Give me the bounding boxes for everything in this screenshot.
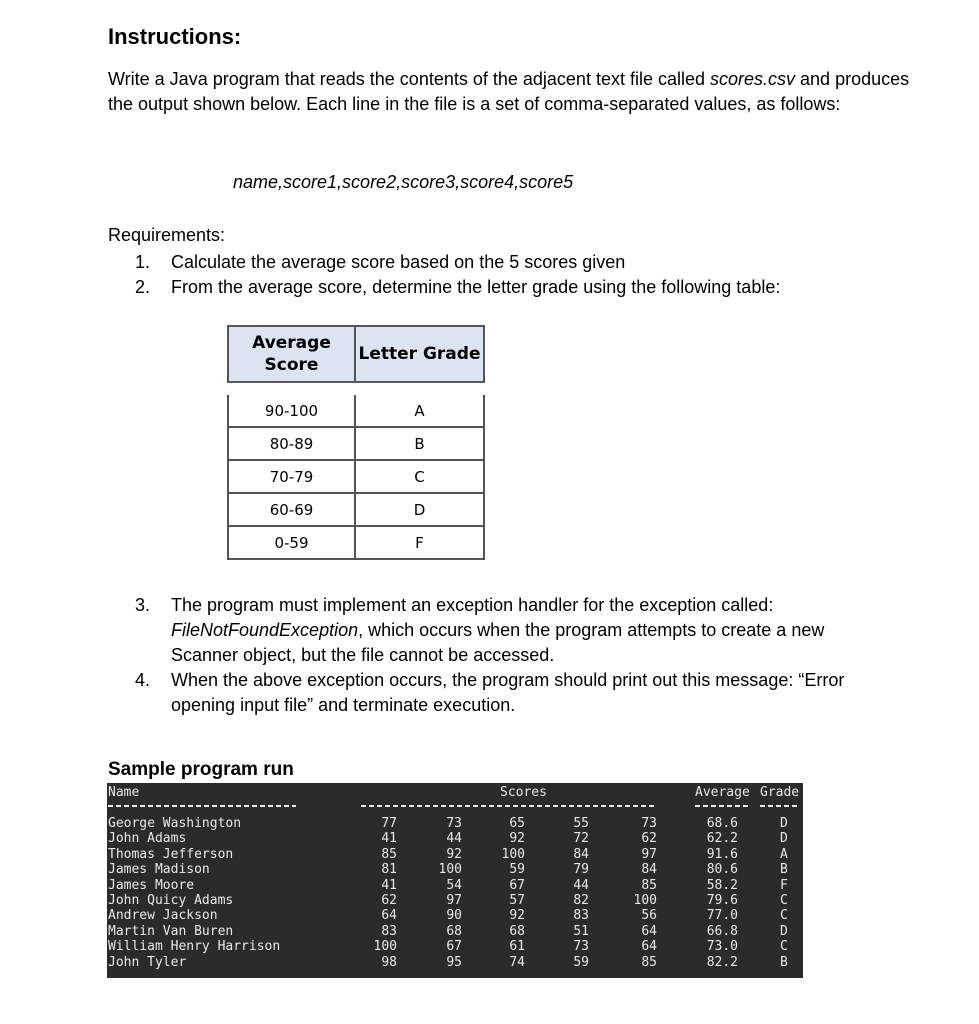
student-score: 55 — [573, 816, 589, 831]
student-score: 41 — [381, 831, 397, 847]
student-score: 85 — [381, 846, 397, 862]
student-score: 59 — [573, 954, 589, 970]
student-average: 62.2 — [706, 831, 738, 847]
intro-paragraph — [108, 67, 928, 117]
requirement-number: 3. — [135, 595, 151, 615]
grade-table-header-letter: Letter Grade — [355, 326, 484, 382]
console-header-scores: Scores — [500, 785, 547, 800]
student-score: 82 — [573, 892, 589, 908]
console-divider — [695, 805, 748, 807]
student-score: 68 — [509, 923, 525, 939]
requirement-text-start: The program must implement an exception handler for the exception called: — [171, 595, 774, 615]
console-row — [107, 847, 803, 862]
requirement-item — [135, 668, 895, 718]
student-score: 62 — [381, 892, 397, 908]
console-row — [107, 862, 803, 877]
console-row — [107, 878, 803, 893]
console-divider — [760, 805, 800, 807]
student-average: 73.0 — [706, 939, 738, 955]
letter-grade-cell: B — [355, 427, 484, 460]
student-grade: D — [780, 816, 788, 831]
console-row — [107, 955, 803, 970]
requirement-item — [135, 250, 915, 275]
grade-table-row — [228, 427, 484, 460]
console-row — [107, 893, 803, 908]
student-average: 58.2 — [706, 877, 738, 893]
student-score: 97 — [446, 892, 462, 908]
student-grade: C — [780, 939, 788, 955]
requirement-text: From the average score, determine the letter grade using the following table: — [171, 277, 781, 297]
student-name: George Washington — [108, 816, 242, 831]
student-score: 84 — [573, 846, 589, 862]
console-row — [107, 924, 803, 939]
student-name: John Adams — [108, 831, 187, 847]
grade-table-row — [228, 395, 484, 427]
student-score: 56 — [641, 908, 657, 924]
student-score: 73 — [573, 939, 589, 955]
student-score: 100 — [373, 939, 397, 955]
score-range-cell: 60-69 — [228, 493, 355, 526]
requirements-list — [135, 250, 915, 300]
requirement-number: 2. — [135, 277, 151, 297]
student-name: John Quicy Adams — [108, 892, 234, 908]
letter-grade-cell: A — [355, 395, 484, 427]
requirements-label: Requirements: — [108, 225, 226, 245]
requirement-text-end: , which occurs when the program attempts to create a new Scanner object, but the file cannot be accessed. — [171, 620, 825, 665]
csv-format-line: name,score1,score2,score3,score4,score5 — [233, 172, 574, 192]
student-score: 100 — [501, 846, 525, 862]
student-score: 79 — [573, 862, 589, 878]
student-score: 68 — [446, 923, 462, 939]
student-score: 92 — [509, 831, 525, 847]
student-score: 77 — [381, 816, 397, 831]
student-score: 90 — [446, 908, 462, 924]
student-score: 59 — [509, 862, 525, 878]
student-score: 44 — [573, 877, 589, 893]
student-score: 67 — [446, 939, 462, 955]
student-score: 83 — [573, 908, 589, 924]
student-average: 66.8 — [706, 923, 738, 939]
console-row — [107, 816, 803, 831]
filename-text: scores.csv — [710, 69, 796, 89]
intro-text-start: Write a Java program that reads the contents of the adjacent text file called — [108, 69, 710, 89]
requirement-text: Calculate the average score based on the 5 scores given — [171, 252, 626, 272]
student-grade: B — [780, 862, 788, 878]
student-score: 73 — [446, 816, 462, 831]
console-row — [107, 939, 803, 954]
console-rows — [107, 816, 803, 970]
grade-table-row — [228, 460, 484, 493]
student-score: 81 — [381, 862, 397, 878]
student-score: 92 — [446, 846, 462, 862]
student-score: 83 — [381, 923, 397, 939]
student-name: James Madison — [108, 862, 210, 878]
requirement-number: 1. — [135, 252, 151, 272]
exception-name: FileNotFoundException — [171, 620, 359, 640]
requirement-number: 4. — [135, 670, 151, 690]
student-grade: B — [780, 954, 788, 970]
console-row — [107, 908, 803, 923]
student-score: 92 — [509, 908, 525, 924]
student-name: William Henry Harrison — [108, 939, 281, 955]
console-header-grade: Grade — [760, 785, 800, 800]
grade-table-row — [228, 493, 484, 526]
letter-grade-cell: C — [355, 460, 484, 493]
score-range-cell: 80-89 — [228, 427, 355, 460]
student-score: 65 — [509, 816, 525, 831]
sample-run-label: Sample program run — [108, 759, 294, 780]
student-score: 85 — [641, 877, 657, 893]
student-score: 61 — [509, 939, 525, 955]
intro-text-end: and produces the output shown below. Each line in the file is a set of comma-separated values, as follows: — [108, 69, 910, 114]
instructions-heading: Instructions: — [108, 24, 242, 49]
student-score: 67 — [509, 877, 525, 893]
student-score: 57 — [509, 892, 525, 908]
grade-table-body — [228, 382, 484, 559]
student-score: 44 — [446, 831, 462, 847]
student-score: 51 — [573, 923, 589, 939]
student-score: 54 — [446, 877, 462, 893]
student-grade: A — [780, 846, 788, 862]
student-average: 79.6 — [706, 892, 738, 908]
score-range-cell: 70-79 — [228, 460, 355, 493]
student-score: 41 — [381, 877, 397, 893]
console-divider — [108, 805, 296, 807]
student-name: Martin Van Buren — [108, 923, 234, 939]
console-divider — [361, 805, 657, 807]
console-row — [107, 831, 803, 846]
letter-grade-cell: F — [355, 526, 484, 559]
student-average: 82.2 — [706, 954, 738, 970]
student-grade: F — [780, 877, 788, 893]
student-name: Andrew Jackson — [108, 908, 218, 924]
student-score: 100 — [633, 892, 657, 908]
student-grade: D — [780, 831, 788, 847]
student-average: 68.6 — [706, 816, 738, 831]
student-score: 64 — [381, 908, 397, 924]
grade-table-header-average: Average Score — [228, 326, 355, 382]
student-score: 85 — [641, 954, 657, 970]
console-header-name: Name — [108, 785, 140, 800]
score-range-cell: 90-100 — [228, 395, 355, 427]
student-score: 98 — [381, 954, 397, 970]
student-grade: C — [780, 892, 788, 908]
student-grade: C — [780, 908, 788, 924]
score-range-cell: 0-59 — [228, 526, 355, 559]
student-score: 64 — [641, 939, 657, 955]
student-score: 84 — [641, 862, 657, 878]
student-score: 97 — [641, 846, 657, 862]
student-score: 73 — [641, 816, 657, 831]
sample-console-output — [107, 783, 803, 978]
student-average: 80.6 — [706, 862, 738, 878]
requirements-list-continued — [135, 593, 895, 718]
requirement-item — [135, 275, 915, 300]
student-average: 91.6 — [706, 846, 738, 862]
student-score: 62 — [641, 831, 657, 847]
student-score: 72 — [573, 831, 589, 847]
requirement-text: When the above exception occurs, the program should print out this message: “Error opening input file” and terminate execution. — [171, 670, 845, 715]
letter-grade-cell: D — [355, 493, 484, 526]
student-average: 77.0 — [706, 908, 738, 924]
student-grade: D — [780, 923, 788, 939]
student-score: 95 — [446, 954, 462, 970]
student-name: John Tyler — [108, 954, 187, 970]
student-name: James Moore — [108, 877, 195, 893]
student-score: 64 — [641, 923, 657, 939]
grade-table — [227, 325, 485, 560]
student-name: Thomas Jefferson — [108, 846, 234, 862]
requirement-item — [135, 593, 895, 668]
student-score: 100 — [438, 862, 462, 878]
console-header-average: Average — [695, 785, 750, 800]
grade-table-row — [228, 526, 484, 559]
student-score: 74 — [509, 954, 525, 970]
